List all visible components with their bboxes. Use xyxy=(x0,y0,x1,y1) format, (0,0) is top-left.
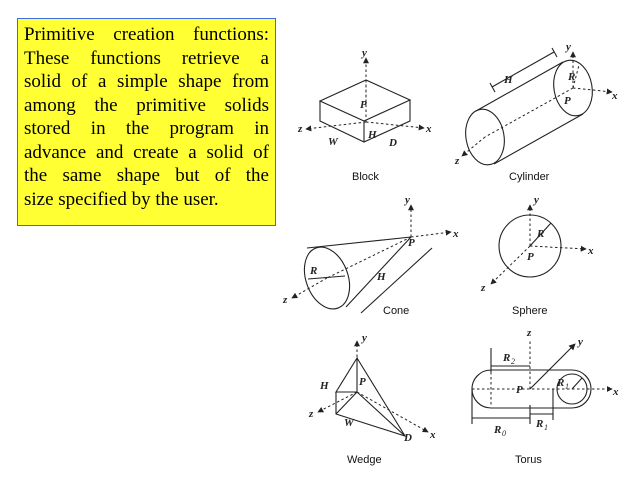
cone-x-axis xyxy=(411,232,451,237)
wedge-bottom-edge xyxy=(336,392,357,414)
wedge-x-axis xyxy=(357,392,428,432)
torus-r2-label: R xyxy=(503,352,511,364)
torus-section-radius xyxy=(572,378,582,389)
cone-z-axis xyxy=(292,278,327,298)
sphere-caption: Sphere xyxy=(512,305,548,317)
torus-caption: Torus xyxy=(515,454,542,466)
wedge-w-label: W xyxy=(344,417,354,429)
description-line: advance and create a solid of xyxy=(24,141,269,163)
wedge-diagonal xyxy=(357,392,405,436)
block-d-label: D xyxy=(389,137,397,149)
cone-caption: Cone xyxy=(383,305,410,317)
torus-r0-label: R xyxy=(494,424,502,436)
cone-h-label: H xyxy=(377,271,386,283)
block-h-label: H xyxy=(368,129,377,141)
torus-r0-subscript: 0 xyxy=(502,429,506,438)
sphere-figure xyxy=(480,194,594,317)
sphere-r-label: R xyxy=(537,228,545,240)
cylinder-h-dimension xyxy=(492,52,554,87)
cone-y-label: y xyxy=(405,194,410,206)
cone-top-edge xyxy=(307,237,411,248)
wedge-z-label: z xyxy=(309,408,314,420)
wedge-h-label: H xyxy=(320,380,329,392)
torus-figure xyxy=(472,327,619,466)
wedge-caption: Wedge xyxy=(347,454,382,466)
cone-figure xyxy=(282,194,459,317)
cylinder-bottom-edge xyxy=(494,114,583,164)
wedge-d-label: D xyxy=(404,432,412,444)
description-line: size specified by the user. xyxy=(24,188,219,210)
block-caption: Block xyxy=(352,171,379,183)
block-x-label: x xyxy=(426,123,432,135)
wedge-figure xyxy=(308,332,436,466)
wedge-x-label: x xyxy=(430,429,436,441)
block-x-axis xyxy=(366,122,424,128)
cylinder-x-label: x xyxy=(612,90,618,102)
description-line: among the primitive solids xyxy=(24,94,269,116)
torus-r1-subscript: 1 xyxy=(544,423,548,432)
torus-r1-label: R xyxy=(536,418,544,430)
block-figure xyxy=(297,47,432,183)
description-line: the same shape but of the xyxy=(24,165,269,186)
description-line: solid of a simple shape from xyxy=(24,71,269,92)
wedge-z-axis xyxy=(318,392,357,412)
cylinder-h-label: H xyxy=(504,74,513,86)
cone-r-label: R xyxy=(310,265,318,277)
description-line: These functions retrieve a xyxy=(24,47,269,69)
block-z-axis xyxy=(306,122,366,129)
sphere-z-axis xyxy=(491,246,530,284)
cylinder-y-label: y xyxy=(566,41,571,53)
sphere-y-label: y xyxy=(534,194,539,206)
cylinder-r-label: R xyxy=(568,71,576,83)
description-line: Primitive creation functions: xyxy=(24,24,269,45)
torus-r1-top-label: R xyxy=(557,377,565,389)
wedge-y-label: y xyxy=(362,332,367,344)
wedge-left-face xyxy=(336,358,357,392)
torus-r1-top-subscript: 1 xyxy=(565,382,569,391)
cylinder-z-axis xyxy=(462,137,485,156)
sphere-z-label: z xyxy=(481,282,486,294)
cylinder-caption: Cylinder xyxy=(509,171,550,183)
cylinder-p-label: P xyxy=(564,95,571,107)
block-z-label: z xyxy=(298,123,303,135)
block-p-label: P xyxy=(360,99,367,111)
cylinder-figure xyxy=(454,41,618,183)
cone-z-label: z xyxy=(283,294,288,306)
cylinder-top-edge xyxy=(476,62,563,111)
cone-x-label: x xyxy=(453,228,459,240)
sphere-x-axis xyxy=(530,246,586,249)
description-line: stored in the program in xyxy=(24,118,269,139)
torus-p-label: P xyxy=(516,384,523,396)
torus-r2-subscript: 2 xyxy=(511,357,515,366)
cylinder-z-label: z xyxy=(455,155,460,167)
block-y-label: y xyxy=(362,47,367,59)
cylinder-h-tick xyxy=(490,83,495,92)
sphere-p-label: P xyxy=(527,251,534,263)
cone-p-label: P xyxy=(408,237,415,249)
wedge-p-label: P xyxy=(359,376,366,388)
torus-y-label: y xyxy=(578,336,583,348)
sphere-x-label: x xyxy=(588,245,594,257)
cone-h-dimension xyxy=(361,248,432,313)
torus-z-label: z xyxy=(527,327,532,339)
cylinder-axis-line xyxy=(485,88,573,137)
torus-x-label: x xyxy=(613,386,619,398)
block-w-label: W xyxy=(328,136,338,148)
